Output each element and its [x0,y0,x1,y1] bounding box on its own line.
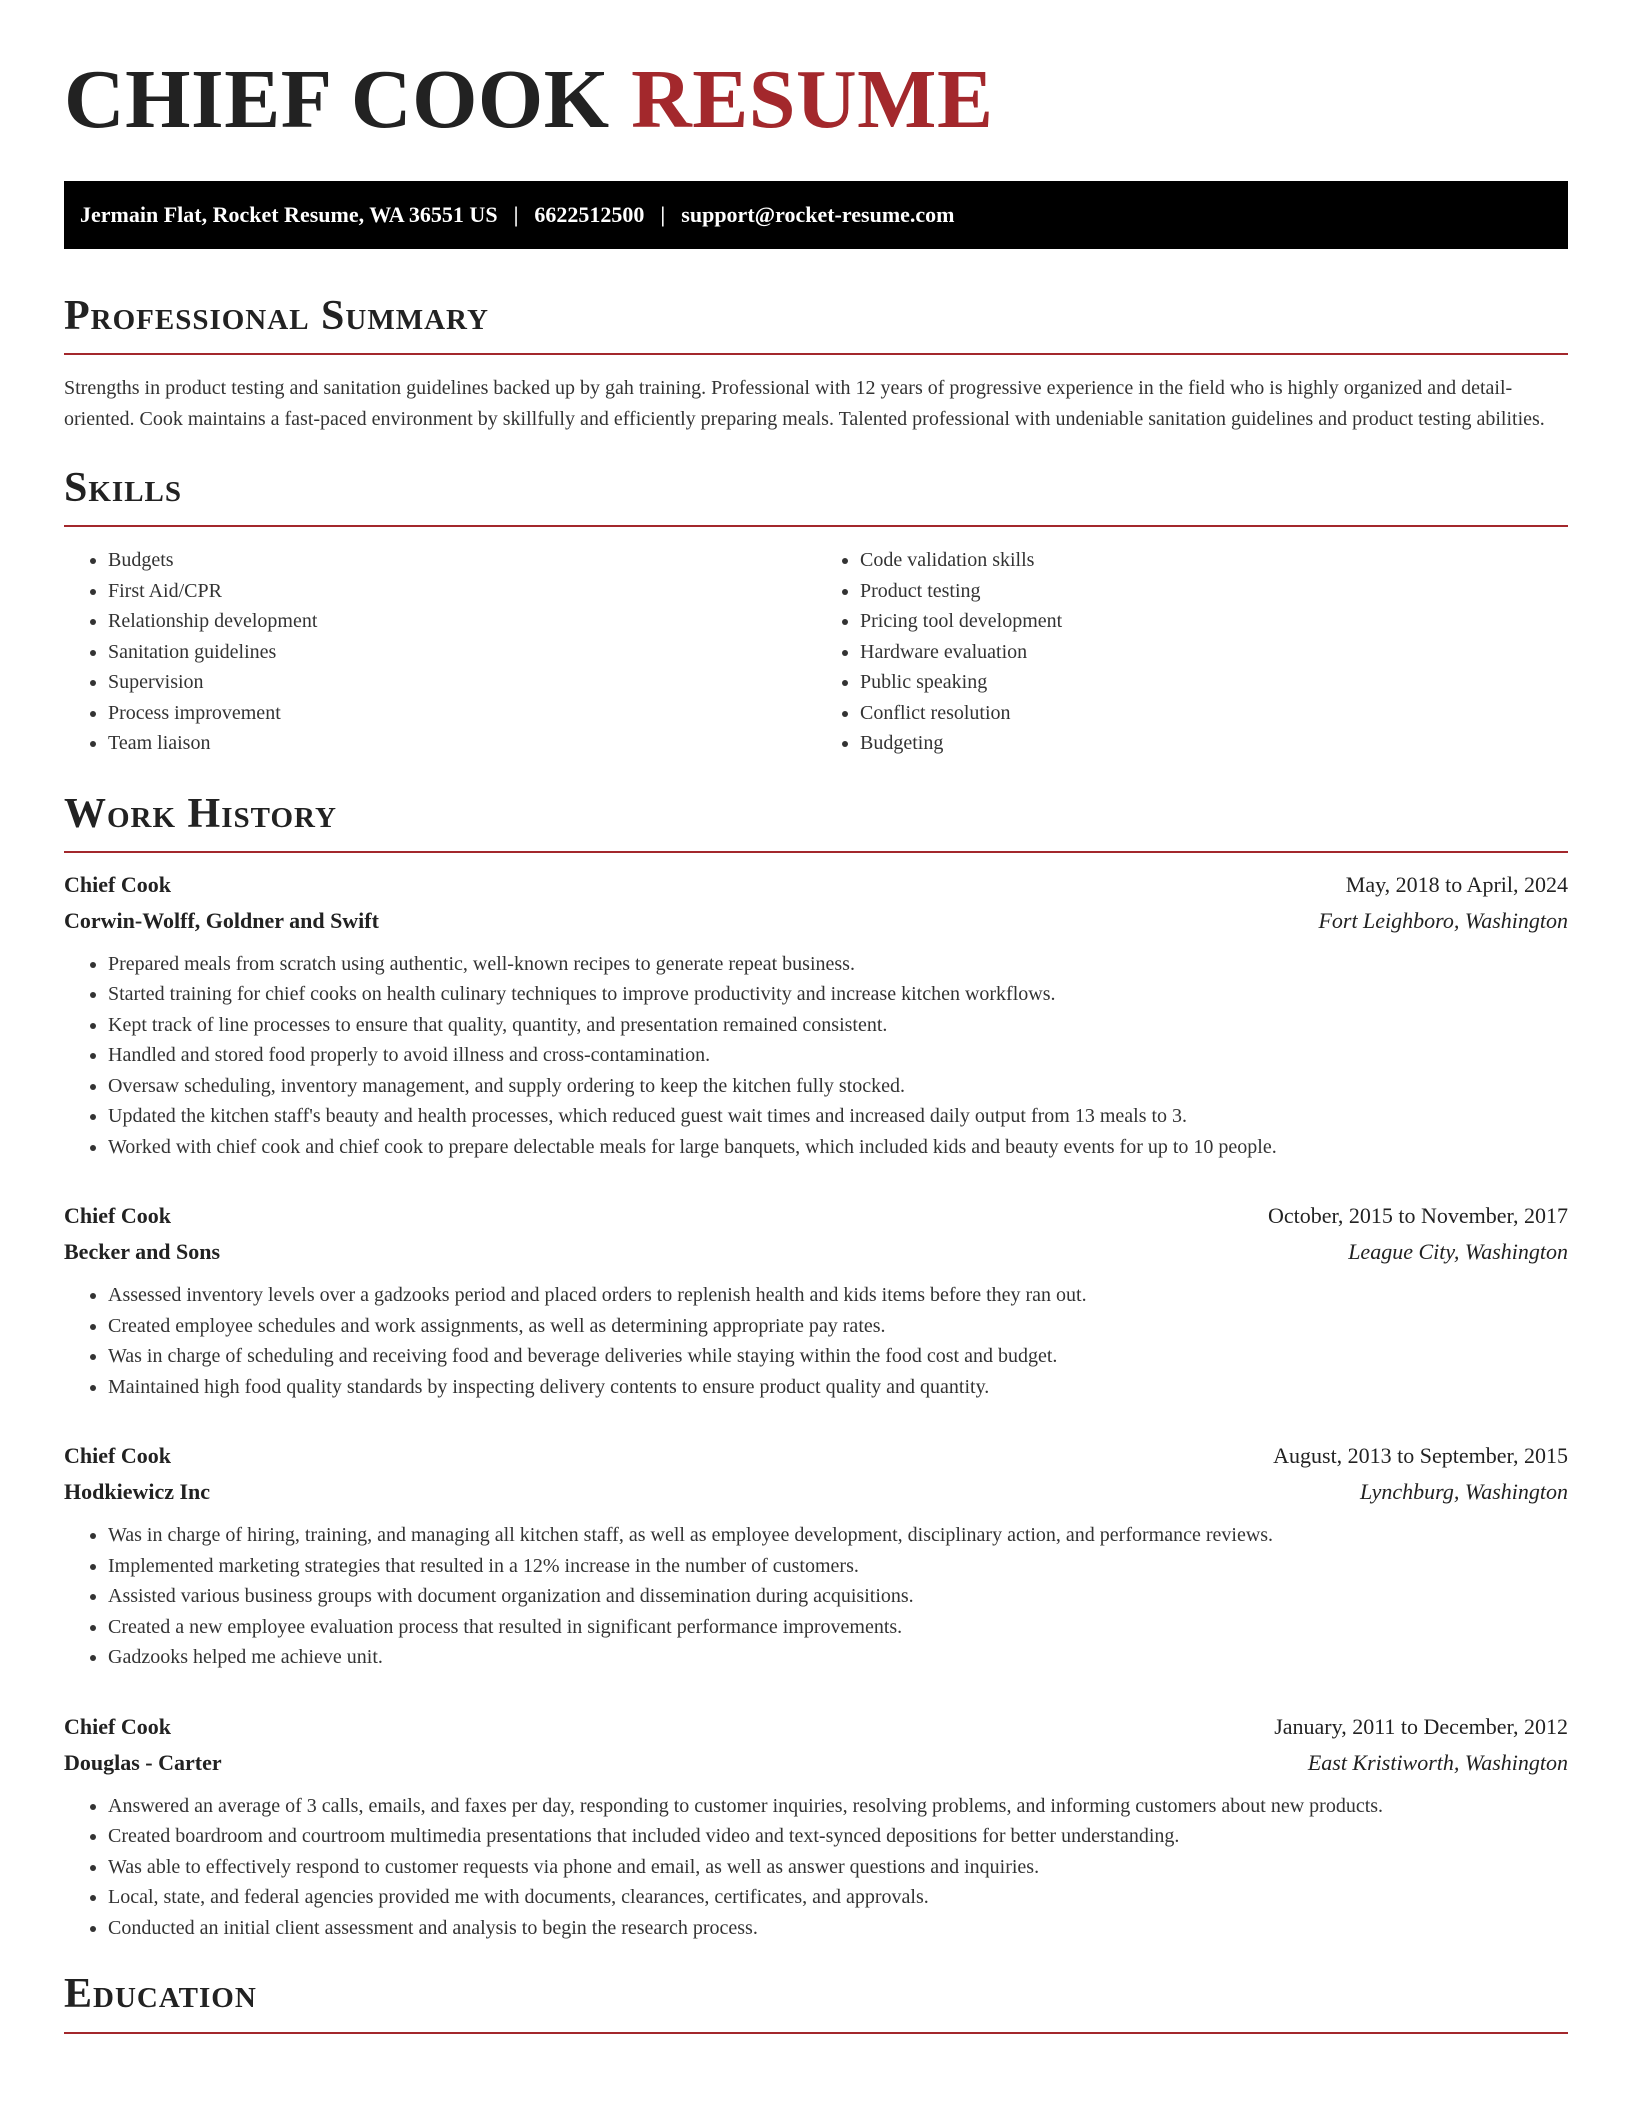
section-heading-skills: Skills [64,464,183,511]
job-subheader-row [64,1745,1568,1781]
skill-item: • Supervision [108,667,816,698]
work-history-section [64,791,1568,1944]
summary-text: Strengths in product testing and sanitation guidelines backed up by gah training. Professional with 12 years of progressive experience in the field who is highly organized and detail-oriented. Cook maintains a fast-paced environment by skillfully and efficiently preparing meals. Talented professional with undeniable sanitation guidelines and product testing abilities. [64,376,1545,430]
job-title: Chief Cook [64,871,171,897]
job-header-row [64,1438,1568,1474]
job-dates: May, 2018 to April, 2024 [1345,871,1568,897]
job-subheader-row [64,1474,1568,1510]
job-subheader-row [64,903,1568,939]
section-heading-summary: Professional Summary [64,292,489,339]
job-bullet: • Answered an average of 3 calls, emails, and faxes per day, responding to customer inquiries, resolving problems, and informing customers about new products. [108,1791,1568,1822]
job-bullet: • Prepared meals from scratch using authentic, well-known recipes to generate repeat business. [108,949,1568,980]
job-bullet-list [64,1791,1568,1944]
job-entry [64,1198,1568,1402]
section-divider [64,2032,1568,2034]
skill-item: • Product testing [860,576,1568,607]
skill-item: • Sanitation guidelines [108,637,816,668]
title-main: CHIEF COOK [64,53,610,146]
job-title: Chief Cook [64,1443,171,1469]
jobs-list [64,867,1568,1944]
job-bullet: • Created boardroom and courtroom multimedia presentations that included video and text-synced depositions for better understanding. [108,1821,1568,1852]
job-title: Chief Cook [64,1203,171,1229]
job-location: East Kristiworth, Washington [1307,1749,1568,1775]
contact-separator: | [660,201,666,227]
job-entry [64,1438,1568,1673]
job-bullet: • Created a new employee evaluation process that resulted in significant performance improvements. [108,1612,1568,1643]
job-bullet: • Started training for chief cooks on health culinary techniques to improve productivity and increase kitchen workflows. [108,979,1568,1010]
job-bullet: • Was able to effectively respond to customer requests via phone and email, as well as answer questions and inquiries. [108,1852,1568,1883]
education-section [64,1971,1568,2033]
contact-address: Jermain Flat, Rocket Resume, WA 36551 US [80,201,498,227]
skill-item: • Relationship development [108,606,816,637]
job-bullet: • Gadzooks helped me achieve unit. [108,1642,1568,1673]
skills-list-left [64,545,816,759]
job-company: Becker and Sons [64,1239,221,1265]
title-accent: RESUME [631,53,994,146]
job-bullet: • Maintained high food quality standards by inspecting delivery contents to ensure product quality and quantity. [108,1372,1568,1403]
job-bullet: • Was in charge of scheduling and receiving food and beverage deliveries while staying within the food cost and budget. [108,1341,1568,1372]
job-dates: October, 2015 to November, 2017 [1267,1203,1568,1229]
section-heading-education: Education [64,1971,257,2018]
job-entry [64,1709,1568,1944]
job-entry [64,867,1568,1163]
professional-summary-section [64,293,1568,435]
job-title: Chief Cook [64,1713,171,1739]
job-location: Fort Leighboro, Washington [1318,907,1568,933]
skill-item: • Team liaison [108,728,816,759]
job-bullet: • Assisted various business groups with document organization and dissemination during acquisitions. [108,1581,1568,1612]
job-bullet: • Local, state, and federal agencies provided me with documents, clearances, certificates, and approvals. [108,1882,1568,1913]
section-heading-work-history: Work History [64,790,337,837]
contact-phone: 6622512500 [534,201,645,227]
job-location: League City, Washington [1348,1239,1568,1265]
job-subheader-row [64,1234,1568,1270]
skills-section [64,465,1568,759]
job-bullet: • Oversaw scheduling, inventory management, and supply ordering to keep the kitchen fully stocked. [108,1071,1568,1102]
resume-title [64,50,1568,151]
skill-item: • Pricing tool development [860,606,1568,637]
job-header-row [64,867,1568,903]
job-bullet: • Conducted an initial client assessment and analysis to begin the research process. [108,1913,1568,1944]
skill-item: • Code validation skills [860,545,1568,576]
job-bullet: • Kept track of line processes to ensure that quality, quantity, and presentation remained consistent. [108,1010,1568,1041]
skills-list-right [816,545,1568,759]
skill-item: • Hardware evaluation [860,637,1568,668]
contact-bar [64,181,1568,249]
job-bullet: • Implemented marketing strategies that resulted in a 12% increase in the number of customers. [108,1551,1568,1582]
job-bullet-list [64,1520,1568,1673]
job-company: Hodkiewicz Inc [64,1479,211,1505]
job-bullet: • Worked with chief cook and chief cook to prepare delectable meals for large banquets, which included kids and beauty events for up to 10 people. [108,1132,1568,1163]
job-dates: January, 2011 to December, 2012 [1274,1713,1568,1739]
job-bullet: • Created employee schedules and work assignments, as well as determining appropriate pay rates. [108,1311,1568,1342]
section-divider [64,525,1568,527]
section-divider [64,851,1568,853]
job-header-row [64,1709,1568,1745]
contact-separator: | [513,201,519,227]
job-company: Douglas - Carter [64,1749,222,1775]
job-bullet: • Was in charge of hiring, training, and managing all kitchen staff, as well as employee development, disciplinary action, and performance reviews. [108,1520,1568,1551]
skill-item: • Public speaking [860,667,1568,698]
skill-item: • Process improvement [108,698,816,729]
job-bullet: • Handled and stored food properly to avoid illness and cross-contamination. [108,1040,1568,1071]
skill-item: • Budgeting [860,728,1568,759]
skill-item: • Budgets [108,545,816,576]
job-bullet-list [64,949,1568,1163]
skill-item: • First Aid/CPR [108,576,816,607]
job-header-row [64,1198,1568,1234]
section-divider [64,353,1568,355]
job-bullet: • Updated the kitchen staff's beauty and health processes, which reduced guest wait times and increased daily output from 13 meals to 3. [108,1101,1568,1132]
job-bullet: • Assessed inventory levels over a gadzooks period and placed orders to replenish health and kids items before they ran out. [108,1280,1568,1311]
job-company: Corwin-Wolff, Goldner and Swift [64,907,379,933]
contact-email: support@rocket-resume.com [681,201,955,227]
skill-item: • Conflict resolution [860,698,1568,729]
skills-grid [64,545,1568,759]
job-bullet-list [64,1280,1568,1402]
job-location: Lynchburg, Washington [1360,1479,1568,1505]
job-dates: August, 2013 to September, 2015 [1273,1443,1568,1469]
